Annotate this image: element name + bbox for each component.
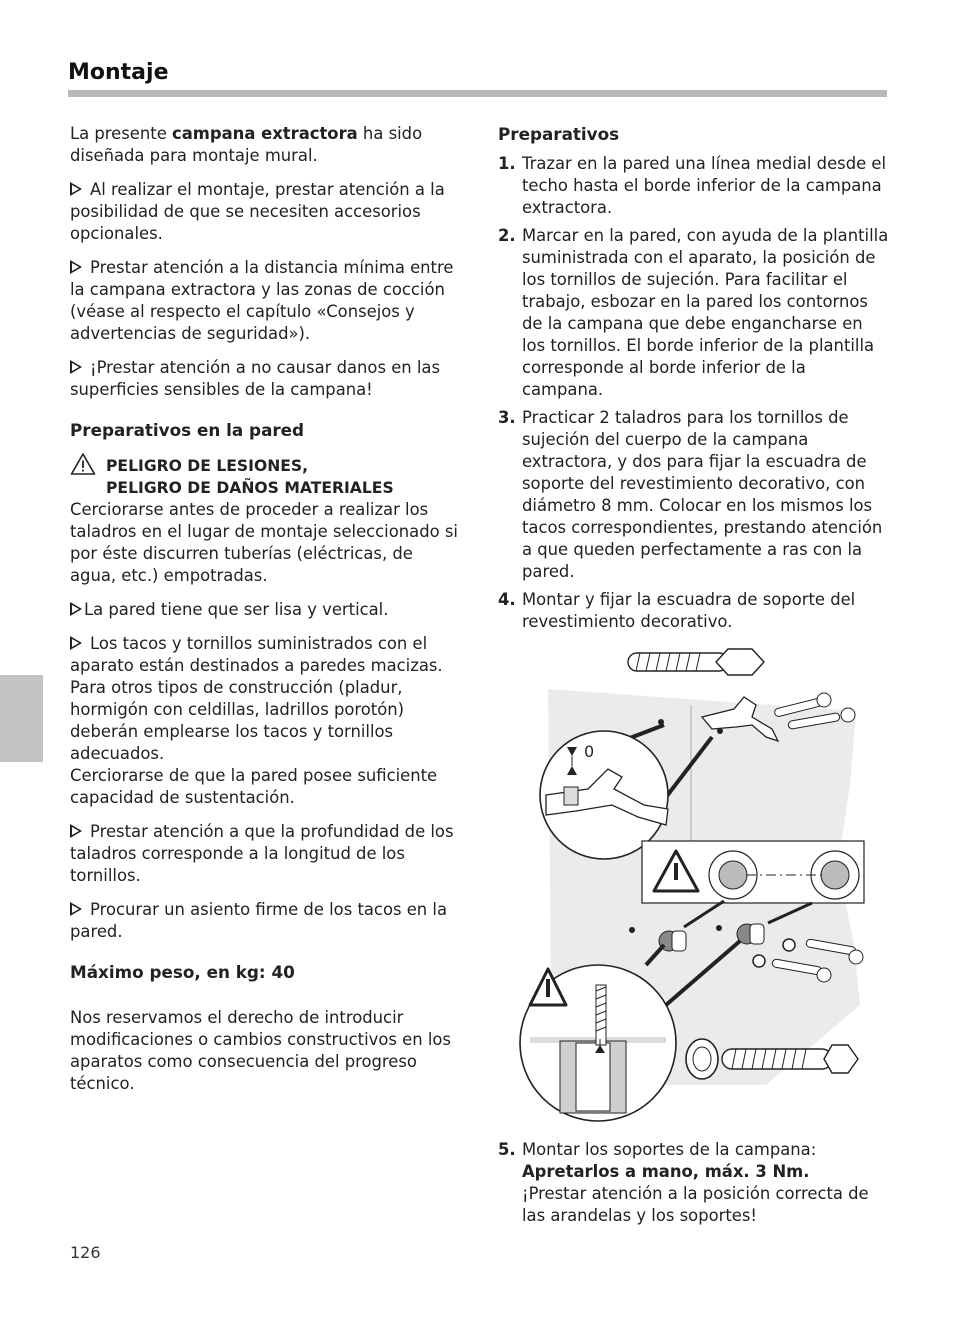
page-number: 126 xyxy=(70,1243,101,1262)
triangle-bullet-icon xyxy=(70,636,82,650)
step-item xyxy=(498,407,890,583)
triangle-bullet-icon xyxy=(70,902,82,916)
note-plugs: Los tacos y tornillos suministrados con el aparato están destinados a paredes macizas. Para otros tipos de construcción (pladur, hormigón con celdillas, ladrillos porotón) deberán emplearse los tacos y tornillos adecuados. xyxy=(70,634,443,763)
heading-preparations: Preparativos xyxy=(498,124,620,144)
step-item xyxy=(498,153,890,219)
note-firm-seat: Procurar un asiento firme de los tacos en la pared. xyxy=(70,900,447,941)
note-load-capacity: Cerciorarse de que la pared posee suficiente capacidad de sustentación. xyxy=(70,766,438,807)
warning-triangle-icon xyxy=(70,452,96,476)
note-surfaces: ¡Prestar atención a no causar danos en las superficies sensibles de la campana! xyxy=(70,358,441,399)
note-drill-depth: Prestar atención a que la profundidad de los taladros corresponde a la longitud de los tornillos. xyxy=(70,822,454,885)
intro-bold: campana extractora xyxy=(172,124,358,143)
triangle-bullet-icon xyxy=(70,182,82,196)
note-accessories: Al realizar el montaje, prestar atención a la posibilidad de que se necesiten accesorios opcionales. xyxy=(70,180,445,243)
note-min-distance: Prestar atención a la distancia mínima entre la campana extractora y las zonas de cocción (véase al respecto el capítulo «Consejos y advertencias de seguridad»). xyxy=(70,258,454,343)
max-weight: Máximo peso, en kg: 40 xyxy=(70,962,295,982)
note-wall-flat: La pared tiene que ser lisa y vertical. xyxy=(70,599,462,621)
step-number: 1. xyxy=(498,154,516,173)
warning-block xyxy=(70,455,462,499)
triangle-bullet-icon xyxy=(70,602,82,616)
step-number: 3. xyxy=(498,408,516,427)
warning-inset xyxy=(642,841,864,903)
offset-label: 0 xyxy=(584,742,595,761)
title-rule xyxy=(68,90,887,97)
warning-title-1: PELIGRO DE LESIONES, xyxy=(106,457,309,475)
step-item xyxy=(498,589,890,633)
steps-list xyxy=(498,153,890,633)
warning-body: Cerciorarse antes de proceder a realizar los taladros en el lugar de montaje seleccionado si por éste discurren tuberías (eléctricas, de agua, etc.) empotradas. xyxy=(70,500,458,585)
triangle-bullet-icon xyxy=(70,260,82,274)
heading-wall-prep: Preparativos en la pared xyxy=(70,420,305,440)
left-column xyxy=(70,123,462,1107)
step5-line3: ¡Prestar atención a la posición correcta de las arandelas y los soportes! xyxy=(522,1184,869,1225)
step5-line1: Montar los soportes de la campana: xyxy=(522,1140,817,1159)
step-text: Trazar en la pared una línea medial desde el techo hasta el borde inferior de la campana extractora. xyxy=(522,154,887,217)
step-5 xyxy=(498,1139,890,1227)
step-text: Montar y fijar la escuadra de soporte del revestimiento decorativo. xyxy=(522,590,856,631)
mounting-illustration xyxy=(516,645,868,1127)
right-column xyxy=(498,123,890,639)
page-title: Montaje xyxy=(68,60,169,85)
step-number: 4. xyxy=(498,590,516,609)
drill-hole xyxy=(717,728,723,734)
large-screw-top xyxy=(628,649,764,675)
disclaimer: Nos reservamos el derecho de introducir modificaciones o cambios constructivos en los aparatos como consecuencia del progreso técnico. xyxy=(70,1008,451,1093)
step-text: Marcar en la pared, con ayuda de la plantilla suministrada con el aparato, la posición de los tornillos de sujeción. Para facilitar el trabajo, esbozar en la pared los contornos de la campana que debe engancharse en los tornillos. El borde inferior de la plantilla corresponde al borde inferior de la campana. xyxy=(522,226,889,399)
side-tab-marker xyxy=(0,675,43,762)
step-number: 5. xyxy=(498,1140,516,1159)
triangle-bullet-icon xyxy=(70,360,82,374)
warning-title-2: PELIGRO DE DAÑOS MATERIALES xyxy=(106,479,394,497)
intro-paragraph: La presente campana extractora ha sido diseñada para montaje mural. xyxy=(70,124,423,165)
triangle-bullet-icon xyxy=(70,824,82,838)
step-item xyxy=(498,225,890,401)
step-number: 2. xyxy=(498,226,516,245)
step-text: Practicar 2 taladros para los tornillos de sujeción del cuerpo de la campana extractora, y dos para fijar la escuadra de soporte del revestimiento decorativo, con diámetro 8 mm. Colocar en los mismos los tacos correspondientes, prestando atención a que queden perfectamente a ras con la pared. xyxy=(522,408,883,581)
step5-bold: Apretarlos a mano, máx. 3 Nm. xyxy=(522,1162,810,1181)
